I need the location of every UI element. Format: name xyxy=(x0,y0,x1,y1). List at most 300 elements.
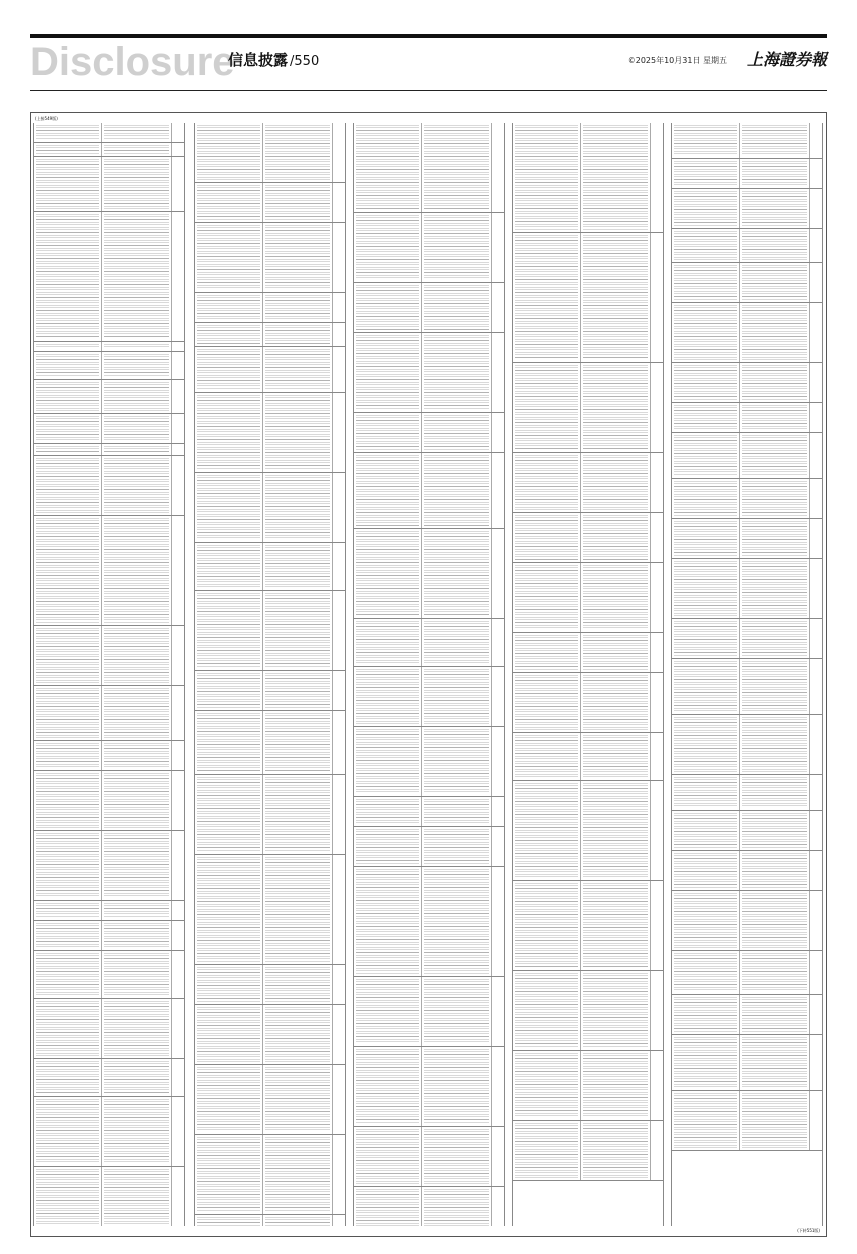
text-block xyxy=(424,215,489,280)
text-block xyxy=(424,729,489,794)
change-type-cell xyxy=(808,851,822,890)
table-row xyxy=(513,563,663,633)
table-row xyxy=(34,1167,184,1226)
change-type-cell xyxy=(808,229,822,262)
original-text-cell xyxy=(34,380,102,413)
text-block xyxy=(515,735,578,778)
text-block xyxy=(674,521,737,556)
original-text-cell xyxy=(354,453,422,528)
text-block xyxy=(356,799,419,824)
revised-text-cell xyxy=(581,453,651,512)
revised-text-cell xyxy=(422,1047,492,1126)
change-type-cell xyxy=(490,1127,504,1186)
change-type-cell xyxy=(808,1091,822,1150)
table-row xyxy=(34,123,184,143)
text-block xyxy=(674,893,737,948)
table-row xyxy=(34,143,184,157)
table-row xyxy=(672,1035,822,1091)
revised-text-cell xyxy=(263,293,333,322)
text-block xyxy=(197,857,260,962)
original-text-cell xyxy=(195,323,263,346)
change-type-cell xyxy=(808,403,822,432)
revised-text-cell xyxy=(581,781,651,880)
revised-text-cell xyxy=(102,444,172,455)
table-row xyxy=(34,157,184,212)
change-type-cell xyxy=(490,1187,504,1226)
original-text-cell xyxy=(34,1059,102,1096)
text-block xyxy=(583,735,648,778)
revised-text-cell xyxy=(102,1059,172,1096)
change-type-cell xyxy=(170,123,184,142)
table-row xyxy=(672,659,822,715)
text-block xyxy=(197,395,260,470)
change-type-cell xyxy=(649,513,663,562)
text-block xyxy=(674,997,737,1032)
change-type-cell xyxy=(331,293,345,322)
text-block xyxy=(356,729,419,794)
change-type-cell xyxy=(331,965,345,1004)
table-row xyxy=(195,223,345,293)
text-block xyxy=(104,743,169,768)
original-text-cell xyxy=(354,797,422,826)
original-text-cell xyxy=(513,881,581,970)
revised-text-cell xyxy=(422,283,492,332)
text-block xyxy=(36,159,99,209)
text-block xyxy=(197,1137,260,1212)
revised-text-cell xyxy=(102,921,172,950)
text-block xyxy=(742,125,807,156)
text-block xyxy=(356,455,419,526)
revised-text-cell xyxy=(263,671,333,710)
text-block xyxy=(515,635,578,670)
top-rule xyxy=(30,34,827,38)
text-block xyxy=(674,953,737,992)
original-text-cell xyxy=(354,1187,422,1226)
table-row xyxy=(195,1135,345,1215)
original-text-cell xyxy=(195,711,263,774)
table-row xyxy=(34,352,184,380)
revised-text-cell xyxy=(263,855,333,964)
original-text-cell xyxy=(672,123,740,158)
revised-text-cell xyxy=(422,1127,492,1186)
table-row xyxy=(195,855,345,965)
masthead-wordmark: Disclosure xyxy=(30,40,235,84)
original-text-cell xyxy=(195,347,263,392)
table-row xyxy=(34,741,184,771)
table-row xyxy=(513,233,663,363)
text-block xyxy=(583,235,648,360)
original-text-cell xyxy=(34,444,102,455)
text-block xyxy=(515,515,578,560)
text-block xyxy=(104,518,169,623)
text-block xyxy=(515,235,578,360)
original-text-cell xyxy=(354,283,422,332)
original-text-cell xyxy=(672,1091,740,1150)
text-block xyxy=(424,869,489,974)
revised-text-cell xyxy=(263,1005,333,1064)
text-block xyxy=(104,214,169,339)
change-type-cell xyxy=(490,123,504,212)
table-row xyxy=(195,183,345,223)
table-row xyxy=(34,686,184,741)
table-row xyxy=(34,921,184,951)
original-text-cell xyxy=(354,827,422,866)
text-block xyxy=(356,285,419,330)
change-type-cell xyxy=(490,977,504,1046)
text-block xyxy=(36,903,99,918)
text-block xyxy=(265,225,330,290)
text-block xyxy=(104,628,169,683)
text-block xyxy=(104,833,169,898)
text-block xyxy=(36,416,99,441)
revised-text-cell xyxy=(102,999,172,1058)
table-row xyxy=(195,473,345,543)
change-type-cell xyxy=(170,352,184,379)
table-row xyxy=(672,1091,822,1151)
text-block xyxy=(36,1099,99,1164)
change-type-cell xyxy=(331,671,345,710)
table-row xyxy=(354,797,504,827)
original-text-cell xyxy=(513,123,581,232)
change-type-cell xyxy=(649,563,663,632)
text-block xyxy=(583,635,648,670)
change-type-cell xyxy=(170,157,184,211)
change-type-cell xyxy=(490,797,504,826)
text-block xyxy=(36,953,99,996)
table-row xyxy=(672,891,822,951)
text-block xyxy=(104,145,169,154)
text-block xyxy=(742,231,807,260)
text-block xyxy=(424,669,489,724)
text-block xyxy=(36,354,99,377)
revised-text-cell xyxy=(263,183,333,222)
revised-text-cell xyxy=(102,686,172,740)
section-name: 信息披露 xyxy=(228,51,289,69)
original-text-cell xyxy=(672,363,740,402)
table-row xyxy=(672,559,822,619)
text-block xyxy=(742,265,807,300)
text-block xyxy=(197,673,260,708)
original-text-cell xyxy=(195,1215,263,1226)
change-type-cell xyxy=(170,771,184,830)
text-block xyxy=(356,669,419,724)
change-type-cell xyxy=(170,901,184,920)
text-block xyxy=(583,675,648,730)
change-type-cell xyxy=(808,1035,822,1090)
change-type-cell xyxy=(649,633,663,672)
original-text-cell xyxy=(195,1005,263,1064)
original-text-cell xyxy=(34,414,102,443)
revised-text-cell xyxy=(422,619,492,666)
text-block xyxy=(742,365,807,400)
change-type-cell xyxy=(808,559,822,618)
original-text-cell xyxy=(672,303,740,362)
original-text-cell xyxy=(34,741,102,770)
table-row xyxy=(354,413,504,453)
original-text-cell xyxy=(672,519,740,558)
table-row xyxy=(354,529,504,619)
table-row xyxy=(34,999,184,1059)
change-type-cell xyxy=(649,1051,663,1120)
text-block xyxy=(356,621,419,664)
change-type-cell xyxy=(490,827,504,866)
text-block xyxy=(515,675,578,730)
original-text-cell xyxy=(195,123,263,182)
revised-text-cell xyxy=(102,352,172,379)
change-type-cell xyxy=(808,811,822,850)
change-type-cell xyxy=(170,143,184,156)
text-block xyxy=(265,1137,330,1212)
table-row xyxy=(672,811,822,851)
revised-text-cell xyxy=(422,413,492,452)
original-text-cell xyxy=(354,123,422,212)
text-block xyxy=(583,515,648,560)
table-row xyxy=(34,901,184,921)
table-row xyxy=(34,1097,184,1167)
text-block xyxy=(197,225,260,290)
text-block xyxy=(424,531,489,616)
original-text-cell xyxy=(354,727,422,796)
change-type-cell xyxy=(170,999,184,1058)
text-block xyxy=(674,621,737,656)
revised-text-cell xyxy=(740,123,810,158)
table-row xyxy=(513,1051,663,1121)
original-text-cell xyxy=(354,1047,422,1126)
revised-text-cell xyxy=(740,811,810,850)
original-text-cell xyxy=(672,403,740,432)
change-type-cell xyxy=(331,775,345,854)
change-type-cell xyxy=(649,233,663,362)
change-type-cell xyxy=(490,333,504,412)
change-type-cell xyxy=(331,591,345,670)
text-block xyxy=(583,125,648,230)
text-block xyxy=(583,455,648,510)
text-block xyxy=(265,1217,330,1226)
text-block xyxy=(674,1093,737,1148)
table-row xyxy=(513,971,663,1051)
text-block xyxy=(36,688,99,738)
text-block xyxy=(265,545,330,588)
original-text-cell xyxy=(354,619,422,666)
text-block xyxy=(197,475,260,540)
original-text-cell xyxy=(354,413,422,452)
revised-text-cell xyxy=(102,901,172,920)
original-text-cell xyxy=(513,453,581,512)
text-block xyxy=(265,673,330,708)
change-type-cell xyxy=(490,283,504,332)
text-block xyxy=(36,458,99,513)
text-block xyxy=(742,1093,807,1148)
original-text-cell xyxy=(513,673,581,732)
text-block xyxy=(515,455,578,510)
revised-text-cell xyxy=(102,771,172,830)
change-type-cell xyxy=(170,831,184,900)
revised-text-cell xyxy=(263,393,333,472)
table-row xyxy=(672,189,822,229)
original-text-cell xyxy=(34,456,102,515)
original-text-cell xyxy=(672,715,740,774)
text-block xyxy=(36,1169,99,1224)
table-row xyxy=(672,403,822,433)
original-text-cell xyxy=(195,543,263,590)
text-block xyxy=(197,125,260,180)
revised-text-cell xyxy=(740,403,810,432)
text-block xyxy=(583,883,648,968)
text-block xyxy=(104,382,169,411)
change-type-cell xyxy=(808,659,822,714)
text-block xyxy=(104,125,169,140)
text-block xyxy=(197,1067,260,1132)
text-block xyxy=(36,145,99,154)
table-column xyxy=(353,123,505,1226)
text-block xyxy=(356,415,419,450)
text-block xyxy=(197,777,260,852)
table-row xyxy=(354,1047,504,1127)
change-type-cell xyxy=(170,951,184,998)
revised-text-cell xyxy=(102,1097,172,1166)
original-text-cell xyxy=(354,977,422,1046)
text-block xyxy=(742,777,807,808)
revised-text-cell xyxy=(102,516,172,625)
revised-text-cell xyxy=(422,827,492,866)
text-block xyxy=(197,713,260,772)
text-block xyxy=(742,1037,807,1088)
revised-text-cell xyxy=(102,157,172,211)
text-block xyxy=(36,833,99,898)
original-text-cell xyxy=(672,775,740,810)
text-block xyxy=(36,344,99,349)
original-text-cell xyxy=(354,867,422,976)
table-row xyxy=(354,283,504,333)
change-type-cell xyxy=(808,951,822,994)
original-text-cell xyxy=(354,333,422,412)
text-block xyxy=(424,621,489,664)
table-row xyxy=(34,771,184,831)
table-column xyxy=(194,123,346,1226)
original-text-cell xyxy=(195,393,263,472)
revised-text-cell xyxy=(102,123,172,142)
text-block xyxy=(742,561,807,616)
table-row xyxy=(34,1059,184,1097)
text-block xyxy=(674,305,737,360)
text-block xyxy=(515,1123,578,1178)
text-block xyxy=(674,661,737,712)
table-row xyxy=(195,775,345,855)
change-type-cell xyxy=(170,921,184,950)
text-block xyxy=(742,997,807,1032)
original-text-cell xyxy=(195,1065,263,1134)
revised-text-cell xyxy=(740,659,810,714)
table-row xyxy=(354,1127,504,1187)
change-type-cell xyxy=(331,1065,345,1134)
text-block xyxy=(424,799,489,824)
text-block xyxy=(265,857,330,962)
revised-text-cell xyxy=(740,519,810,558)
change-type-cell xyxy=(170,686,184,740)
table-row xyxy=(34,444,184,456)
change-type-cell xyxy=(808,995,822,1034)
revised-text-cell xyxy=(263,223,333,292)
text-block xyxy=(583,783,648,878)
table-row xyxy=(354,213,504,283)
text-block xyxy=(265,475,330,540)
change-type-cell xyxy=(331,393,345,472)
original-text-cell xyxy=(34,951,102,998)
text-block xyxy=(515,125,578,230)
text-block xyxy=(265,295,330,320)
change-type-cell xyxy=(170,1059,184,1096)
original-text-cell xyxy=(195,473,263,542)
change-type-cell xyxy=(808,189,822,228)
text-block xyxy=(104,953,169,996)
text-block xyxy=(742,405,807,430)
revised-text-cell xyxy=(740,229,810,262)
revised-text-cell xyxy=(102,342,172,351)
original-text-cell xyxy=(354,529,422,618)
text-block xyxy=(742,661,807,712)
original-text-cell xyxy=(513,1121,581,1180)
original-text-cell xyxy=(513,733,581,780)
text-block xyxy=(104,1099,169,1164)
original-text-cell xyxy=(34,686,102,740)
table-row xyxy=(195,965,345,1005)
masthead xyxy=(30,40,827,84)
table-row xyxy=(34,380,184,414)
original-text-cell xyxy=(195,1135,263,1214)
change-type-cell xyxy=(808,715,822,774)
table-row xyxy=(34,342,184,352)
table-row xyxy=(195,543,345,591)
text-block xyxy=(36,1001,99,1056)
change-type-cell xyxy=(649,781,663,880)
text-block xyxy=(515,883,578,968)
table-row xyxy=(195,1215,345,1226)
text-block xyxy=(36,125,99,140)
text-block xyxy=(197,593,260,668)
original-text-cell xyxy=(34,921,102,950)
text-block xyxy=(742,853,807,888)
revised-text-cell xyxy=(581,971,651,1050)
change-type-cell xyxy=(649,363,663,452)
change-type-cell xyxy=(808,479,822,518)
text-block xyxy=(424,829,489,864)
revised-text-cell xyxy=(581,563,651,632)
revised-text-cell xyxy=(740,479,810,518)
text-block xyxy=(742,191,807,226)
original-text-cell xyxy=(34,771,102,830)
text-block xyxy=(583,1123,648,1178)
revised-text-cell xyxy=(102,1167,172,1226)
table-row xyxy=(672,123,822,159)
table-row xyxy=(195,1065,345,1135)
text-block xyxy=(104,416,169,441)
table-row xyxy=(672,715,822,775)
table-row xyxy=(672,263,822,303)
text-block xyxy=(265,713,330,772)
table-row xyxy=(672,303,822,363)
change-type-cell xyxy=(490,867,504,976)
table-row xyxy=(354,977,504,1047)
table-row xyxy=(672,433,822,479)
text-block xyxy=(36,446,99,453)
revised-text-cell xyxy=(740,619,810,658)
revised-text-cell xyxy=(740,559,810,618)
table-row xyxy=(354,827,504,867)
revised-text-cell xyxy=(263,965,333,1004)
table-row xyxy=(34,951,184,999)
newspaper-logo: 上海證券報 xyxy=(746,50,827,69)
text-block xyxy=(265,1007,330,1062)
